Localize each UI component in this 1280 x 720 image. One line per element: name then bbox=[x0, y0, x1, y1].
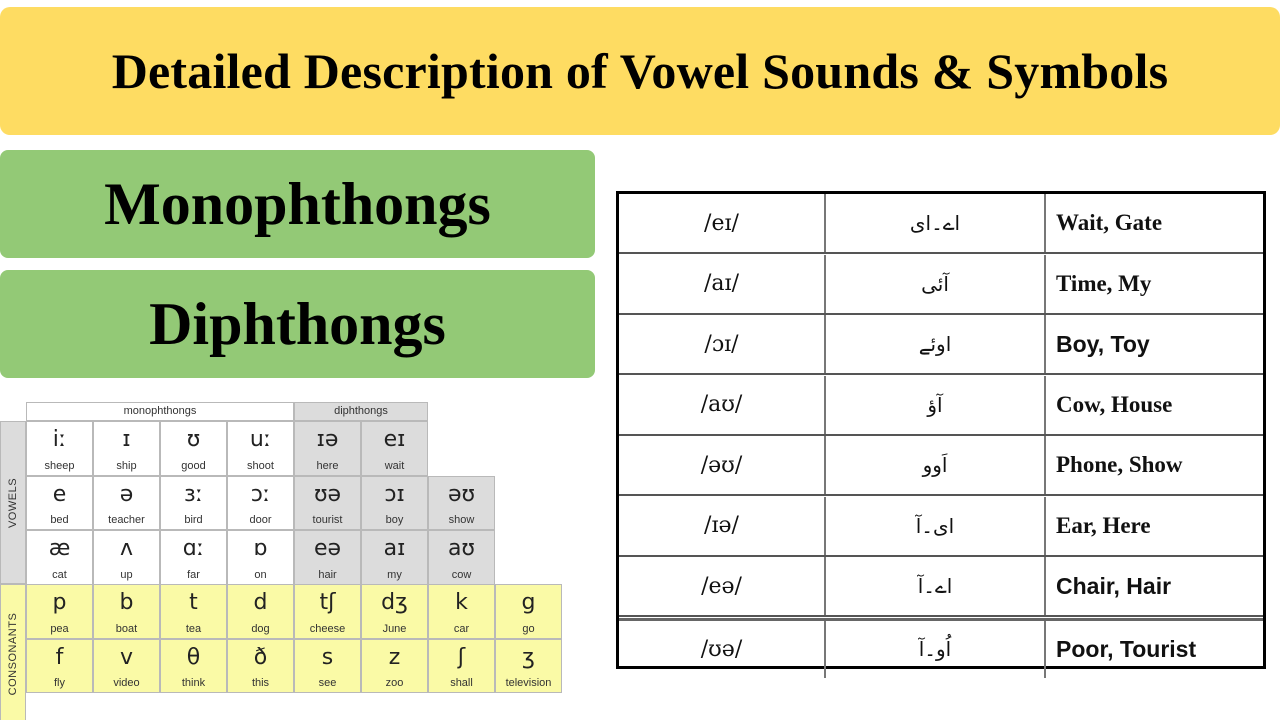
consonant-cell bbox=[294, 639, 361, 694]
consonants-label: CONSONANTS bbox=[7, 612, 19, 696]
consonant-cell bbox=[93, 584, 160, 639]
ipa-symbol: ɜː bbox=[183, 481, 204, 507]
example-words-cell: Phone, Show bbox=[1056, 452, 1183, 477]
vowel-cell bbox=[361, 530, 428, 585]
urdu-transcription-cell: اے۔آ bbox=[826, 557, 1046, 615]
ipa-symbol: æ bbox=[48, 536, 71, 561]
example-words-cell: Wait, Gate bbox=[1056, 210, 1163, 235]
example-word: hair bbox=[318, 568, 337, 581]
example-word: bird bbox=[184, 514, 203, 526]
urdu-transcription-cell: اَوو bbox=[826, 436, 1046, 494]
example-word: ship bbox=[116, 459, 137, 472]
urdu-transcription-cell: اوئے bbox=[826, 315, 1046, 373]
vowel-cell bbox=[428, 530, 495, 585]
example-word: bed bbox=[50, 514, 69, 526]
example-word: shoot bbox=[247, 459, 274, 472]
ipa-symbol: ʊə bbox=[313, 481, 342, 507]
diphthongs-heading-box bbox=[0, 270, 595, 378]
ipa-symbol: ɔɪ bbox=[384, 481, 405, 507]
vowel-cell bbox=[294, 421, 361, 476]
consonant-cell bbox=[26, 584, 93, 639]
page-title: Detailed Description of Vowel Sounds & Symbols bbox=[111, 43, 1169, 99]
consonant-cell bbox=[294, 584, 361, 639]
diphthong-row bbox=[619, 436, 1263, 496]
ipa-symbol: g bbox=[521, 590, 536, 615]
monophthongs-heading: Monophthongs bbox=[104, 170, 491, 237]
ipa-symbol: iː bbox=[52, 427, 67, 452]
vowel-cell bbox=[160, 421, 227, 476]
ipa-symbol: eə bbox=[313, 536, 342, 561]
ipa-symbol-cell: /aʊ/ bbox=[619, 376, 826, 434]
example-word: good bbox=[181, 459, 206, 472]
consonant-cell bbox=[26, 639, 93, 694]
example-word: on bbox=[254, 568, 267, 581]
ipa-symbol-cell: /ɪə/ bbox=[619, 497, 826, 555]
ipa-symbol: ʒ bbox=[522, 644, 535, 670]
vowel-cell bbox=[93, 476, 160, 531]
example-word: up bbox=[120, 568, 133, 581]
ipa-symbol: ʌ bbox=[119, 536, 134, 561]
example-word: teacher bbox=[108, 514, 145, 526]
consonant-cell bbox=[227, 584, 294, 639]
ipa-symbol: b bbox=[119, 590, 134, 615]
consonant-cell bbox=[495, 639, 562, 694]
ipa-symbol: tʃ bbox=[319, 590, 336, 615]
vowel-cell bbox=[294, 476, 361, 531]
example-word: television bbox=[505, 677, 552, 689]
example-word: think bbox=[181, 677, 206, 689]
ipa-symbol-cell: /eə/ bbox=[619, 557, 826, 615]
ipa-symbol: ɪ bbox=[122, 427, 131, 452]
ipa-symbol-cell: /əʊ/ bbox=[619, 436, 826, 494]
example-word: sheep bbox=[44, 459, 75, 472]
ipa-symbol: aɪ bbox=[383, 536, 406, 561]
ipa-symbol: dʒ bbox=[381, 590, 408, 615]
example-words-cell: Cow, House bbox=[1056, 391, 1173, 417]
urdu-transcription-cell: آؤ bbox=[826, 376, 1046, 434]
urdu-transcription-cell: اے۔ای bbox=[826, 194, 1046, 252]
vowel-cell bbox=[428, 476, 495, 531]
ipa-symbol: aʊ bbox=[447, 536, 476, 561]
example-word: fly bbox=[54, 677, 65, 689]
vowel-cell bbox=[227, 421, 294, 476]
vowel-cell bbox=[93, 421, 160, 476]
title-banner bbox=[0, 7, 1280, 135]
ipa-symbol: ə bbox=[119, 481, 134, 507]
ipa-symbol: s bbox=[321, 644, 334, 670]
example-word: here bbox=[316, 459, 339, 472]
example-word: cow bbox=[451, 568, 472, 581]
example-word: cheese bbox=[309, 622, 346, 635]
vowel-cell bbox=[26, 530, 93, 585]
monophthongs-heading-box bbox=[0, 150, 595, 258]
example-word: see bbox=[318, 677, 337, 689]
diphthong-row bbox=[619, 618, 1263, 678]
ipa-symbol: ʃ bbox=[457, 644, 466, 670]
ipa-symbol: ð bbox=[253, 644, 268, 670]
consonant-cell bbox=[361, 639, 428, 694]
example-word: door bbox=[249, 514, 272, 526]
ipa-symbol-cell: /aɪ/ bbox=[619, 255, 826, 313]
urdu-transcription-cell: ای۔آ bbox=[826, 497, 1046, 555]
example-word: this bbox=[251, 677, 270, 689]
ipa-symbol: d bbox=[253, 590, 268, 615]
diphthong-row bbox=[619, 376, 1263, 436]
example-word: pea bbox=[50, 622, 69, 635]
example-word: boy bbox=[385, 514, 404, 526]
example-word: shall bbox=[450, 677, 473, 689]
ipa-symbol: ɪə bbox=[316, 427, 339, 452]
consonant-cell bbox=[160, 584, 227, 639]
ipa-symbol-cell: /ɔɪ/ bbox=[619, 315, 826, 373]
ipa-symbol: ɑː bbox=[182, 536, 205, 561]
example-word: video bbox=[113, 677, 140, 689]
ipa-symbol: ɔː bbox=[250, 481, 271, 507]
diphthong-row bbox=[619, 497, 1263, 557]
ipa-symbol: eɪ bbox=[383, 427, 406, 452]
ipa-symbol: ʊ bbox=[186, 427, 201, 452]
vowels-label-cell bbox=[0, 421, 26, 584]
example-word: cat bbox=[52, 568, 67, 581]
vowels-label: VOWELS bbox=[7, 477, 19, 528]
consonant-cell bbox=[428, 639, 495, 694]
vowel-cell bbox=[361, 421, 428, 476]
diphthong-row bbox=[619, 315, 1263, 375]
vowel-cell bbox=[294, 530, 361, 585]
diphthong-table bbox=[616, 191, 1266, 669]
diphthongs-header: diphthongs bbox=[294, 402, 428, 421]
vowel-cell bbox=[93, 530, 160, 585]
vowel-cell bbox=[26, 421, 93, 476]
vowel-cell bbox=[160, 476, 227, 531]
example-word: show bbox=[448, 514, 475, 526]
ipa-symbol: θ bbox=[186, 644, 201, 670]
consonant-cell bbox=[93, 639, 160, 694]
example-words-cell: Time, My bbox=[1056, 270, 1152, 296]
example-word: boat bbox=[115, 622, 138, 635]
consonant-cell bbox=[361, 584, 428, 639]
example-word: zoo bbox=[385, 677, 404, 689]
urdu-transcription-cell: آئی bbox=[826, 255, 1046, 313]
vowel-cell bbox=[160, 530, 227, 585]
diphthong-row bbox=[619, 194, 1263, 254]
example-word: dog bbox=[251, 622, 270, 635]
vowel-cell bbox=[26, 476, 93, 531]
ipa-symbol: v bbox=[119, 644, 134, 670]
ipa-symbol-cell: /eɪ/ bbox=[619, 194, 826, 252]
consonant-cell bbox=[428, 584, 495, 639]
example-word: car bbox=[453, 622, 470, 635]
consonants-label-cell bbox=[0, 584, 26, 720]
diphthong-row bbox=[619, 255, 1263, 315]
consonant-cell bbox=[160, 639, 227, 694]
ipa-symbol-cell: /ʊə/ bbox=[619, 621, 826, 678]
ipa-symbol: k bbox=[455, 590, 468, 615]
example-words-cell: Chair, Hair bbox=[1056, 572, 1172, 599]
example-words-cell: Ear, Here bbox=[1056, 512, 1151, 538]
example-word: go bbox=[522, 622, 535, 635]
ipa-symbol: uː bbox=[249, 427, 272, 452]
vowel-cell bbox=[361, 476, 428, 531]
example-words-cell: Poor, Tourist bbox=[1056, 635, 1197, 662]
consonant-cell bbox=[495, 584, 562, 639]
ipa-symbol: e bbox=[52, 481, 67, 507]
consonant-cell bbox=[227, 639, 294, 694]
example-word: tourist bbox=[312, 514, 343, 526]
example-words-cell: Boy, Toy bbox=[1056, 330, 1150, 357]
monophthongs-header: monophthongs bbox=[26, 402, 294, 421]
example-word: June bbox=[382, 622, 407, 635]
ipa-symbol: z bbox=[388, 644, 401, 670]
example-word: far bbox=[187, 568, 200, 581]
ipa-symbol: p bbox=[52, 590, 67, 615]
diphthongs-heading: Diphthongs bbox=[149, 290, 446, 357]
ipa-symbol: əʊ bbox=[447, 481, 476, 507]
ipa-chart bbox=[0, 402, 565, 720]
example-word: my bbox=[387, 568, 402, 581]
vowel-cell bbox=[227, 530, 294, 585]
ipa-symbol: ɒ bbox=[253, 536, 268, 561]
example-word: wait bbox=[384, 459, 405, 472]
urdu-transcription-cell: اُو۔آ bbox=[826, 621, 1046, 678]
diphthong-row bbox=[619, 557, 1263, 617]
vowel-cell bbox=[227, 476, 294, 531]
ipa-symbol: t bbox=[189, 590, 198, 615]
example-word: tea bbox=[185, 622, 202, 635]
ipa-symbol: f bbox=[55, 644, 64, 670]
